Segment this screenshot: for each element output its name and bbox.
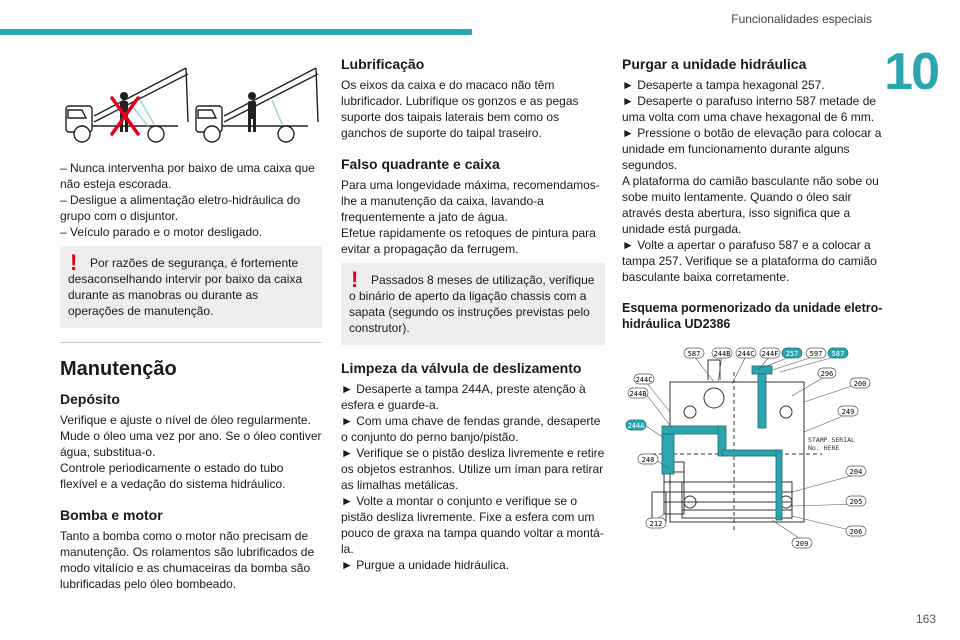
lubrication-heading: Lubrificação <box>341 56 425 72</box>
truck-safety-illustration <box>60 56 322 152</box>
list-item: – Veículo parado e o motor desligado. <box>60 225 263 239</box>
diagram-label-highlighted <box>782 348 802 358</box>
svg-text:244F: 244F <box>761 350 779 358</box>
valve-heading: Limpeza da válvula de deslizamento <box>341 360 582 376</box>
diagram-label <box>634 374 654 384</box>
paragraph: Mude o óleo uma vez por ano. Se o óleo contiver água, substitua-o. <box>60 429 322 459</box>
svg-text:244B: 244B <box>629 390 647 398</box>
paragraph: Efetue rapidamente os retoques de pintura para evitar a propagação da ferrugem. <box>341 226 596 256</box>
svg-text:587: 587 <box>687 350 701 358</box>
diagram-label <box>792 538 812 548</box>
purge-heading: Purgar a unidade hidráulica <box>622 56 807 72</box>
section-divider <box>60 342 322 343</box>
svg-text:205: 205 <box>849 498 863 506</box>
maintenance-heading: Manutenção <box>60 358 177 380</box>
diagram-label <box>628 388 648 398</box>
list-item: – Desligue a alimentação eletro-hidráulica do grupo com o disjuntor. <box>60 193 301 223</box>
step: ► Purgue a unidade hidráulica. <box>341 558 509 572</box>
step: ► Com uma chave de fendas grande, desaperte o conjunto do perno banjo/pistão. <box>341 414 601 444</box>
svg-text:209: 209 <box>795 540 809 548</box>
diagram-label <box>846 466 866 476</box>
svg-text:597: 597 <box>809 350 823 358</box>
diagram-label <box>838 406 858 416</box>
step: ► Verifique se o pistão desliza livremente e retire os objetos estranhos. Utilize um íman para retirar as limalhas metálicas. <box>341 446 605 492</box>
svg-text:212: 212 <box>649 520 663 528</box>
deposit-heading: Depósito <box>60 391 120 407</box>
svg-text:204: 204 <box>849 468 863 476</box>
diagram-label <box>684 348 704 358</box>
svg-text:244C: 244C <box>737 350 755 358</box>
paragraph: A plataforma do camião basculante não sobe ou sobe muito lentamente. Quando o óleo sair através desta abertura, isso significa que a unidade está purgada. <box>622 174 879 236</box>
svg-text:206: 206 <box>849 528 863 536</box>
chapter-number: 10 <box>884 43 938 101</box>
diagram-label <box>760 348 780 358</box>
paragraph: Verifique e ajuste o nível de óleo regularmente. <box>60 413 311 427</box>
paragraph: Para uma longevidade máxima, recomendamos-lhe a manutenção da caixa, lavando-a frequentemente a jato de água. <box>341 178 600 224</box>
diagram-label <box>646 518 666 528</box>
paragraph: Tanto a bomba como o motor não precisam de manutenção. Os rolamentos são lubrificados de modo vitalício e as chumaceiras da bomba são lubrificadas pelo óleo bombeado. <box>60 529 315 591</box>
header-accent-bar <box>0 29 472 35</box>
diagram-label-highlighted <box>626 420 646 430</box>
column-2 <box>341 56 605 573</box>
truck-propped-figure <box>196 68 318 142</box>
step: ► Desaperte a tampa hexagonal 257. <box>622 78 825 92</box>
diagram-label <box>736 348 756 358</box>
section-title: Funcionalidades especiais <box>731 12 872 26</box>
pump-heading: Bomba e motor <box>60 507 163 523</box>
diagram-label <box>846 526 866 536</box>
page-number: 163 <box>915 612 936 626</box>
hydraulic-unit-diagram <box>622 342 884 552</box>
diagram-label <box>850 378 870 388</box>
warning-text: Por razões de segurança, é fortemente desaconselhando intervir por baixo da caixa durante as manobras ou durante as operações de manutenção. <box>68 256 303 318</box>
warning-icon: ! <box>351 267 359 292</box>
list-item: – Nunca intervenha por baixo de uma caixa que não esteja escorada. <box>60 161 315 191</box>
svg-text:244B: 244B <box>713 350 731 358</box>
scheme-heading: Esquema pormenorizado da unidade eletro-hidráulica UD2386 <box>622 301 883 331</box>
bodywork-heading: Falso quadrante e caixa <box>341 156 500 172</box>
diagram-label-highlighted <box>828 348 848 358</box>
diagram-label <box>806 348 826 358</box>
warning-box <box>60 246 322 328</box>
paragraph: Controle periodicamente o estado do tubo flexível e a vedação do sistema hidráulico. <box>60 461 286 491</box>
svg-text:587: 587 <box>831 350 845 358</box>
diagram-label <box>818 368 836 378</box>
stamp-text: STAMP SERIAL <box>808 436 855 444</box>
step: ► Volte a montar o conjunto e verifique se o pistão desliza livremente. Fixe a esfera com um pouco de graxa na tampa quando voltar a montá-la. <box>341 494 604 556</box>
warning-text: Passados 8 meses de utilização, verifique o binário de aperto da ligação chassis com a sapata (segundo os instruções previstas pelo construtor). <box>349 273 595 335</box>
svg-text:257: 257 <box>785 350 799 358</box>
diagram-label <box>638 454 658 464</box>
column-3 <box>622 56 886 552</box>
column-1 <box>60 56 322 592</box>
diagram-label <box>712 348 732 358</box>
svg-text:200: 200 <box>853 380 867 388</box>
paragraph: Os eixos da caixa e do macaco não têm lubrificador. Lubrifique os gonzos e as pegas suporte dos taipais laterais bem como os ganchos de suporte do taipal traseiro. <box>341 78 579 140</box>
stamp-text: No. HERE <box>808 444 840 452</box>
svg-text:296: 296 <box>820 370 834 378</box>
svg-text:244A: 244A <box>627 422 645 430</box>
svg-text:249: 249 <box>841 408 855 416</box>
svg-text:244C: 244C <box>635 376 653 384</box>
step: ► Pressione o botão de elevação para colocar a unidade em funcionamento durante alguns segundos. <box>622 126 882 172</box>
step: ► Desaperte a tampa 244A, preste atenção à esfera e guarde-a. <box>341 382 586 412</box>
step: ► Volte a apertar o parafuso 587 e a colocar a tampa 257. Verifique se a plataforma do camião basculante baixa corretamente. <box>622 238 877 284</box>
step: ► Desaperte o parafuso interno 587 metade de uma volta com uma chave hexagonal de 6 mm. <box>622 94 877 124</box>
highlighted-passages <box>662 366 782 520</box>
warning-icon: ! <box>70 250 78 275</box>
svg-text:248: 248 <box>641 456 655 464</box>
diagram-label <box>846 496 866 506</box>
warning-box <box>341 263 605 345</box>
